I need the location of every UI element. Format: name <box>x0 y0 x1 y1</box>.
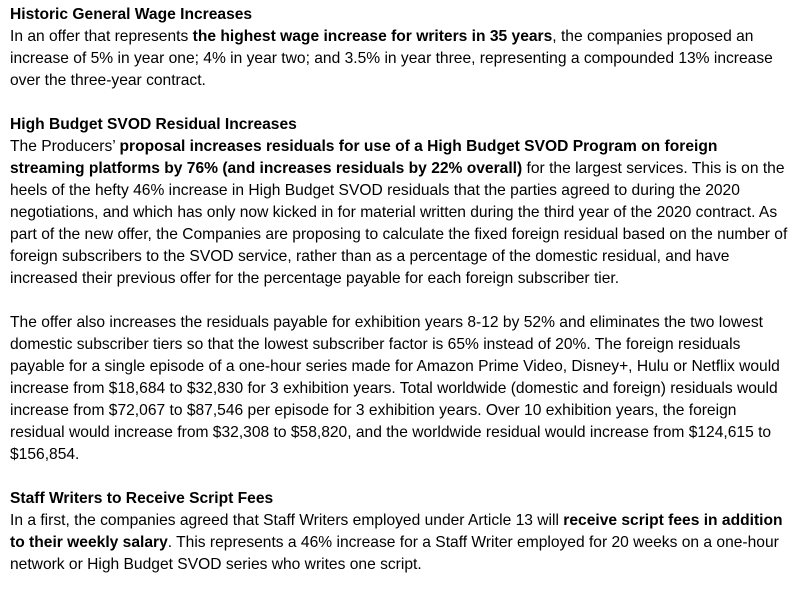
section-paragraph <box>10 136 790 290</box>
section-paragraph <box>10 312 790 466</box>
section-heading: High Budget SVOD Residual Increases <box>10 116 297 133</box>
text-segment: , the companies proposed an increase of 5% in year one; 4% in year two; and 3.5% in year three, representing a compounded 13% increase over the three-year contract. <box>10 28 773 89</box>
text-segment: In an offer that represents <box>10 28 193 45</box>
text-segment: In a first, the companies agreed that Staff Writers employed under Article 13 will <box>10 512 564 529</box>
section-wage-increases <box>10 4 790 92</box>
section-paragraph <box>10 26 790 92</box>
section-paragraph <box>10 510 790 576</box>
text-segment: for the largest services. This is on the heels of the hefty 46% increase in High Budget SVOD residuals that the parties agreed to during the 2020 negotiations, and which has only now kicked in for material written during the third year of the 2020 contract. As part of the new offer, the Companies are proposing to calculate the fixed foreign residual based on the number of foreign subscribers to the SVOD service, rather than as a percentage of the domestic residual, and have increased their previous offer for the percentage payable for each foreign subscriber tier. <box>10 160 788 287</box>
text-segment: The Producers’ <box>10 138 120 155</box>
section-heading: Staff Writers to Receive Script Fees <box>10 490 274 507</box>
bold-text-segment: the highest wage increase for writers in 35 years <box>192 28 553 45</box>
text-segment: The offer also increases the residuals payable for exhibition years 8-12 by 52% and eliminates the two lowest domestic subscriber tiers so that the lowest subscriber factor is 65% instead of 20%. The foreign residuals payable for a single episode of a one-hour series made for Amazon Prime Video, Disney+, Hulu or Netflix would increase from $18,684 to $32,830 for 3 exhibition years. Total worldwide (domestic and foreign) residuals would increase from $72,067 to $87,546 per episode for 3 exhibition years. Over 10 exhibition years, the foreign residual would increase from $32,308 to $58,820, and the worldwide residual would increase from $124,615 to $156,854. <box>10 314 780 463</box>
paragraph-gap <box>10 466 790 488</box>
paragraph-gap <box>10 290 790 312</box>
section-heading: Historic General Wage Increases <box>10 6 253 23</box>
paragraph-gap <box>10 92 790 114</box>
section-svod-residuals <box>10 114 790 466</box>
text-segment: . This represents a 46% increase for a Staff Writer employed for 20 weeks on a one-hour network or High Budget SVOD series who writes one script. <box>10 534 779 573</box>
bold-text-segment: receive script fees in addition to their weekly salary <box>10 512 783 551</box>
section-staff-writers <box>10 488 790 576</box>
bold-text-segment: proposal increases residuals for use of a High Budget SVOD Program on foreign streaming platforms by 76% (and increases residuals by 22% overall) <box>10 138 718 177</box>
